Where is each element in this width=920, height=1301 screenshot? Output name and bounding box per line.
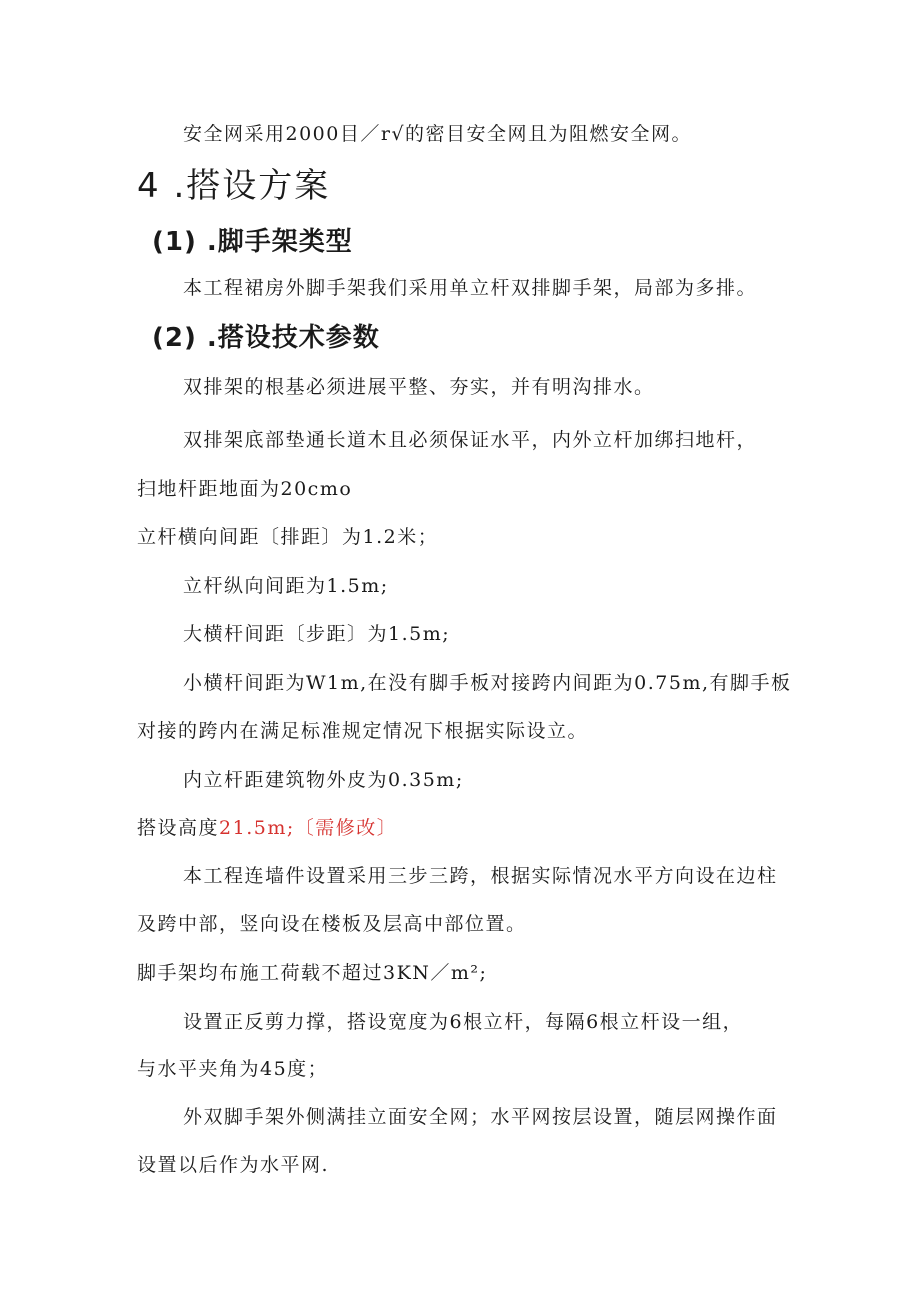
param-load: 脚手架均布施工荷载不超过3KN／m²; <box>137 962 488 984</box>
section-4-heading: 4 .搭设方案 <box>137 166 331 206</box>
param-height-label: 搭设高度 <box>137 817 220 839</box>
param-wall-ties-line1: 本工程连墙件设置采用三步三跨，根据实际情况水平方向设在边柱 <box>183 865 778 887</box>
param-bracing-line1: 设置正反剪力撑，搭设宽度为6根立杆，每隔6根立杆设一组， <box>183 1011 744 1033</box>
param-row-spacing: 立杆横向间距〔排距〕为1.2米； <box>137 526 439 548</box>
param-height-value: 21.5m;〔需修改〕 <box>219 817 398 839</box>
param-base-line2: 扫地杆距地面为20cmo <box>137 478 353 500</box>
subsection-2-heading: (2) .搭设技术参数 <box>152 323 380 353</box>
param-inner-distance: 内立杆距建筑物外皮为0.35m; <box>183 769 464 791</box>
param-small-bar-line1: 小横杆间距为W1m,在没有脚手板对接跨内间距为0.75m,有脚手板 <box>183 672 792 694</box>
param-net-line2: 设置以后作为水平网. <box>137 1154 330 1176</box>
param-small-bar-line2: 对接的跨内在满足标准规定情况下根据实际设立。 <box>137 720 589 742</box>
intro-paragraph: 安全网采用2000目／r√的密目安全网且为阻燃安全网。 <box>183 123 693 145</box>
param-step-spacing: 大横杆间距〔步距〕为1.5m; <box>183 623 451 645</box>
param-foundation: 双排架的根基必须进展平整、夯实，并有明沟排水。 <box>183 376 655 398</box>
subsection-1-text: 本工程裙房外脚手架我们采用单立杆双排脚手架，局部为多排。 <box>183 277 758 299</box>
param-bracing-line2: 与水平夹角为45度； <box>137 1058 329 1080</box>
param-base-line1: 双排架底部垫通长道木且必须保证水平，内外立杆加绑扫地杆， <box>183 429 758 451</box>
param-longitudinal-spacing: 立杆纵向间距为1.5m; <box>183 575 389 597</box>
param-net-line1: 外双脚手架外侧满挂立面安全网；水平网按层设置，随层网操作面 <box>183 1106 778 1128</box>
param-wall-ties-line2: 及跨中部，竖向设在楼板及层高中部位置。 <box>137 913 527 935</box>
param-height <box>137 816 397 840</box>
subsection-1-heading: (1) .脚手架类型 <box>152 227 353 257</box>
